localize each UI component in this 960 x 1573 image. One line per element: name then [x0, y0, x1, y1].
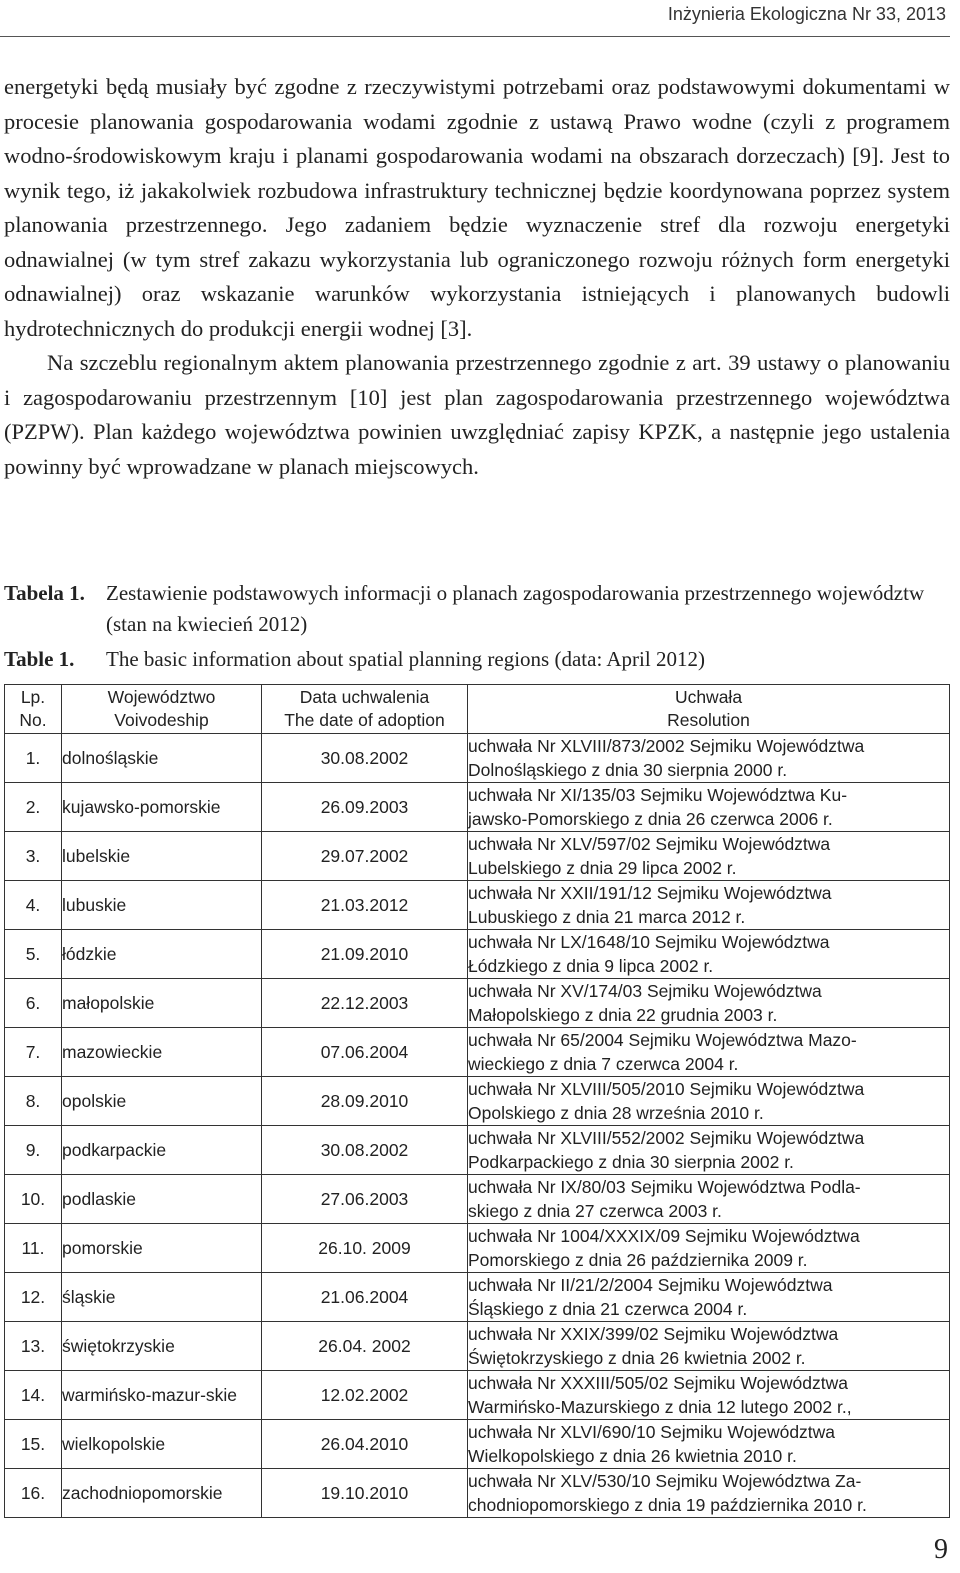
cell-lp: 16. — [5, 1469, 62, 1518]
cell-date: 26.10. 2009 — [262, 1224, 468, 1273]
caption-label: Tabela 1. — [4, 581, 85, 605]
resolution-line: uchwała Nr XLVIII/873/2002 Sejmiku Województwa — [468, 736, 865, 756]
cell-date: 30.08.2002 — [262, 1126, 468, 1175]
table-row — [5, 1420, 950, 1469]
table-header-row — [5, 685, 950, 734]
cell-resolution — [468, 832, 950, 881]
resolution-line: Świętokrzyskiego z dnia 26 kwietnia 2002 r. — [468, 1348, 806, 1368]
cell-date: 21.09.2010 — [262, 930, 468, 979]
cell-voivodeship: podkarpackie — [62, 1126, 262, 1175]
table-row — [5, 1273, 950, 1322]
table-row — [5, 881, 950, 930]
resolution-line: uchwała Nr II/21/2/2004 Sejmiku Województwa — [468, 1275, 833, 1295]
cell-voivodeship: kujawsko-pomorskie — [62, 783, 262, 832]
table-row — [5, 1077, 950, 1126]
header-lp: Lp. No. — [5, 685, 62, 734]
table-row — [5, 1322, 950, 1371]
paragraph: energetyki będą musiały być zgodne z rzeczywistymi potrzebami oraz podstawowymi dokumentami w procesie planowania gospodarowania wodami zgodnie z ustawą Prawo wodne (czyli z programem wodno-środowiskowym kraju i planami gospodarowania wodami na obszarach dorzeczach) [9]. Jest to wynik tego, iż jakakolwiek rozbudowa infrastruktury technicznej będzie koordynowana poprzez system planowania przestrzennego. Jego zadaniem będzie wyznaczenie stref dla rozwoju energetyki odnawialnej (w tym stref zakazu wykorzystania lub ograniczonego rozwoju różnych form energetyki odnawialnej) oraz wskazanie warunków wykorzystania istniejących i planowanych budowli hydrotechnicznych do produkcji energii wodnej [3]. — [4, 74, 950, 341]
cell-date: 07.06.2004 — [262, 1028, 468, 1077]
cell-voivodeship: lubuskie — [62, 881, 262, 930]
journal-header: Inżynieria Ekologiczna Nr 33, 2013 — [667, 4, 946, 24]
resolution-line: uchwała Nr 65/2004 Sejmiku Województwa Mazo- — [468, 1030, 857, 1050]
cell-lp: 1. — [5, 734, 62, 783]
cell-voivodeship: wielkopolskie — [62, 1420, 262, 1469]
table-row — [5, 1126, 950, 1175]
cell-voivodeship: dolnośląskie — [62, 734, 262, 783]
cell-voivodeship: podlaskie — [62, 1175, 262, 1224]
cell-voivodeship: świętokrzyskie — [62, 1322, 262, 1371]
resolution-line: Dolnośląskiego z dnia 30 sierpnia 2000 r. — [468, 760, 788, 780]
table-caption-pl — [4, 578, 950, 640]
resolution-line: Małopolskiego z dnia 22 grudnia 2003 r. — [468, 1005, 778, 1025]
resolution-line: uchwała Nr XV/174/03 Sejmiku Województwa — [468, 981, 822, 1001]
cell-voivodeship: śląskie — [62, 1273, 262, 1322]
cell-date: 21.03.2012 — [262, 881, 468, 930]
resolution-line: jawsko-Pomorskiego z dnia 26 czerwca 2006 r. — [468, 809, 833, 829]
resolution-line: uchwała Nr IX/80/03 Sejmiku Województwa Podla- — [468, 1177, 861, 1197]
table-row — [5, 979, 950, 1028]
resolution-line: Łódzkiego z dnia 9 lipca 2002 r. — [468, 956, 714, 976]
cell-voivodeship: warmińsko-mazur-skie — [62, 1371, 262, 1420]
resolution-line: uchwała Nr XLVI/690/10 Sejmiku Województwa — [468, 1422, 836, 1442]
body-text — [4, 70, 950, 484]
header-rule — [0, 36, 950, 37]
table-row — [5, 1028, 950, 1077]
cell-resolution — [468, 1126, 950, 1175]
resolution-line: uchwała Nr XI/135/03 Sejmiku Województwa Ku- — [468, 785, 848, 805]
cell-resolution — [468, 1077, 950, 1126]
resolution-line: wieckiego z dnia 7 czerwca 2004 r. — [468, 1054, 739, 1074]
caption-text: The basic information about spatial planning regions (data: April 2012) — [106, 647, 705, 671]
cell-resolution — [468, 1322, 950, 1371]
resolution-line: uchwała Nr LX/1648/10 Sejmiku Województwa — [468, 932, 830, 952]
table-row — [5, 930, 950, 979]
cell-lp: 11. — [5, 1224, 62, 1273]
resolution-line: Podkarpackiego z dnia 30 sierpnia 2002 r. — [468, 1152, 794, 1172]
cell-voivodeship: lubelskie — [62, 832, 262, 881]
cell-lp: 2. — [5, 783, 62, 832]
table-caption-en — [4, 644, 950, 675]
cell-date: 12.02.2002 — [262, 1371, 468, 1420]
cell-date: 29.07.2002 — [262, 832, 468, 881]
resolution-line: Lubelskiego z dnia 29 lipca 2002 r. — [468, 858, 737, 878]
cell-lp: 13. — [5, 1322, 62, 1371]
cell-lp: 12. — [5, 1273, 62, 1322]
cell-resolution — [468, 979, 950, 1028]
page-number: 9 — [934, 1534, 948, 1565]
paragraph: Na szczeblu regionalnym aktem planowania przestrzennego zgodnie z art. 39 ustawy o planowaniu i zagospodarowaniu przestrzennym [10] jest plan zagospodarowania przestrzennego województwa (PZPW). Plan każdego województwa powinien uwzględniać zapisy KPZK, a następnie jego ustalenia powinny być wprowadzane w planach miejscowych. — [4, 350, 950, 479]
cell-voivodeship: małopolskie — [62, 979, 262, 1028]
resolution-line: uchwała Nr XXXIII/505/02 Sejmiku Województwa — [468, 1373, 848, 1393]
resolution-line: uchwała Nr XXII/191/12 Sejmiku Województwa — [468, 883, 832, 903]
header-date: Data uchwalenia The date of adoption — [262, 685, 468, 734]
cell-voivodeship: zachodniopomorskie — [62, 1469, 262, 1518]
plans-table — [4, 684, 950, 1518]
cell-resolution — [468, 783, 950, 832]
cell-resolution — [468, 1371, 950, 1420]
table-body — [5, 734, 950, 1518]
resolution-line: Warmińsko-Mazurskiego z dnia 12 lutego 2002 r., — [468, 1397, 852, 1417]
cell-voivodeship: opolskie — [62, 1077, 262, 1126]
cell-resolution — [468, 1420, 950, 1469]
cell-date: 26.04. 2002 — [262, 1322, 468, 1371]
table-row — [5, 1175, 950, 1224]
table-row — [5, 1224, 950, 1273]
resolution-line: uchwała Nr 1004/XXXIX/09 Sejmiku Województwa — [468, 1226, 860, 1246]
cell-date: 22.12.2003 — [262, 979, 468, 1028]
cell-lp: 8. — [5, 1077, 62, 1126]
cell-date: 19.10.2010 — [262, 1469, 468, 1518]
cell-date: 21.06.2004 — [262, 1273, 468, 1322]
resolution-line: uchwała Nr XLV/597/02 Sejmiku Województwa — [468, 834, 831, 854]
header-voivodeship: Województwo Voivodeship — [62, 685, 262, 734]
resolution-line: uchwała Nr XLV/530/10 Sejmiku Województwa Za- — [468, 1471, 862, 1491]
cell-date: 26.09.2003 — [262, 783, 468, 832]
caption-text: Zestawienie podstawowych informacji o planach zagospodarowania przestrzennego województw (stan na kwiecień 2012) — [106, 581, 925, 636]
header-resolution: Uchwała Resolution — [468, 685, 950, 734]
cell-lp: 4. — [5, 881, 62, 930]
resolution-line: Lubuskiego z dnia 21 marca 2012 r. — [468, 907, 746, 927]
cell-voivodeship: łódzkie — [62, 930, 262, 979]
cell-voivodeship: mazowieckie — [62, 1028, 262, 1077]
cell-resolution — [468, 1469, 950, 1518]
resolution-line: uchwała Nr XLVIII/505/2010 Sejmiku Województwa — [468, 1079, 865, 1099]
cell-date: 28.09.2010 — [262, 1077, 468, 1126]
cell-voivodeship: pomorskie — [62, 1224, 262, 1273]
cell-resolution — [468, 881, 950, 930]
resolution-line: skiego z dnia 27 czerwca 2003 r. — [468, 1201, 722, 1221]
cell-lp: 6. — [5, 979, 62, 1028]
cell-lp: 7. — [5, 1028, 62, 1077]
table-row — [5, 1469, 950, 1518]
cell-lp: 14. — [5, 1371, 62, 1420]
resolution-line: chodniopomorskiego z dnia 19 października 2010 r. — [468, 1495, 867, 1515]
resolution-line: Pomorskiego z dnia 26 października 2009 r. — [468, 1250, 808, 1270]
resolution-line: Wielkopolskiego z dnia 26 kwietnia 2010 r. — [468, 1446, 797, 1466]
cell-lp: 5. — [5, 930, 62, 979]
table-row — [5, 783, 950, 832]
resolution-line: uchwała Nr XXIX/399/02 Sejmiku Województwa — [468, 1324, 839, 1344]
cell-date: 30.08.2002 — [262, 734, 468, 783]
cell-lp: 3. — [5, 832, 62, 881]
caption-label: Table 1. — [4, 647, 75, 671]
cell-resolution — [468, 930, 950, 979]
cell-lp: 10. — [5, 1175, 62, 1224]
cell-lp: 9. — [5, 1126, 62, 1175]
cell-date: 27.06.2003 — [262, 1175, 468, 1224]
cell-resolution — [468, 1273, 950, 1322]
resolution-line: Opolskiego z dnia 28 września 2010 r. — [468, 1103, 764, 1123]
cell-lp: 15. — [5, 1420, 62, 1469]
cell-resolution — [468, 1175, 950, 1224]
cell-resolution — [468, 1028, 950, 1077]
table-row — [5, 832, 950, 881]
cell-resolution — [468, 734, 950, 783]
table-row — [5, 1371, 950, 1420]
table-row — [5, 734, 950, 783]
cell-resolution — [468, 1224, 950, 1273]
cell-date: 26.04.2010 — [262, 1420, 468, 1469]
resolution-line: Śląskiego z dnia 21 czerwca 2004 r. — [468, 1299, 748, 1319]
resolution-line: uchwała Nr XLVIII/552/2002 Sejmiku Województwa — [468, 1128, 865, 1148]
